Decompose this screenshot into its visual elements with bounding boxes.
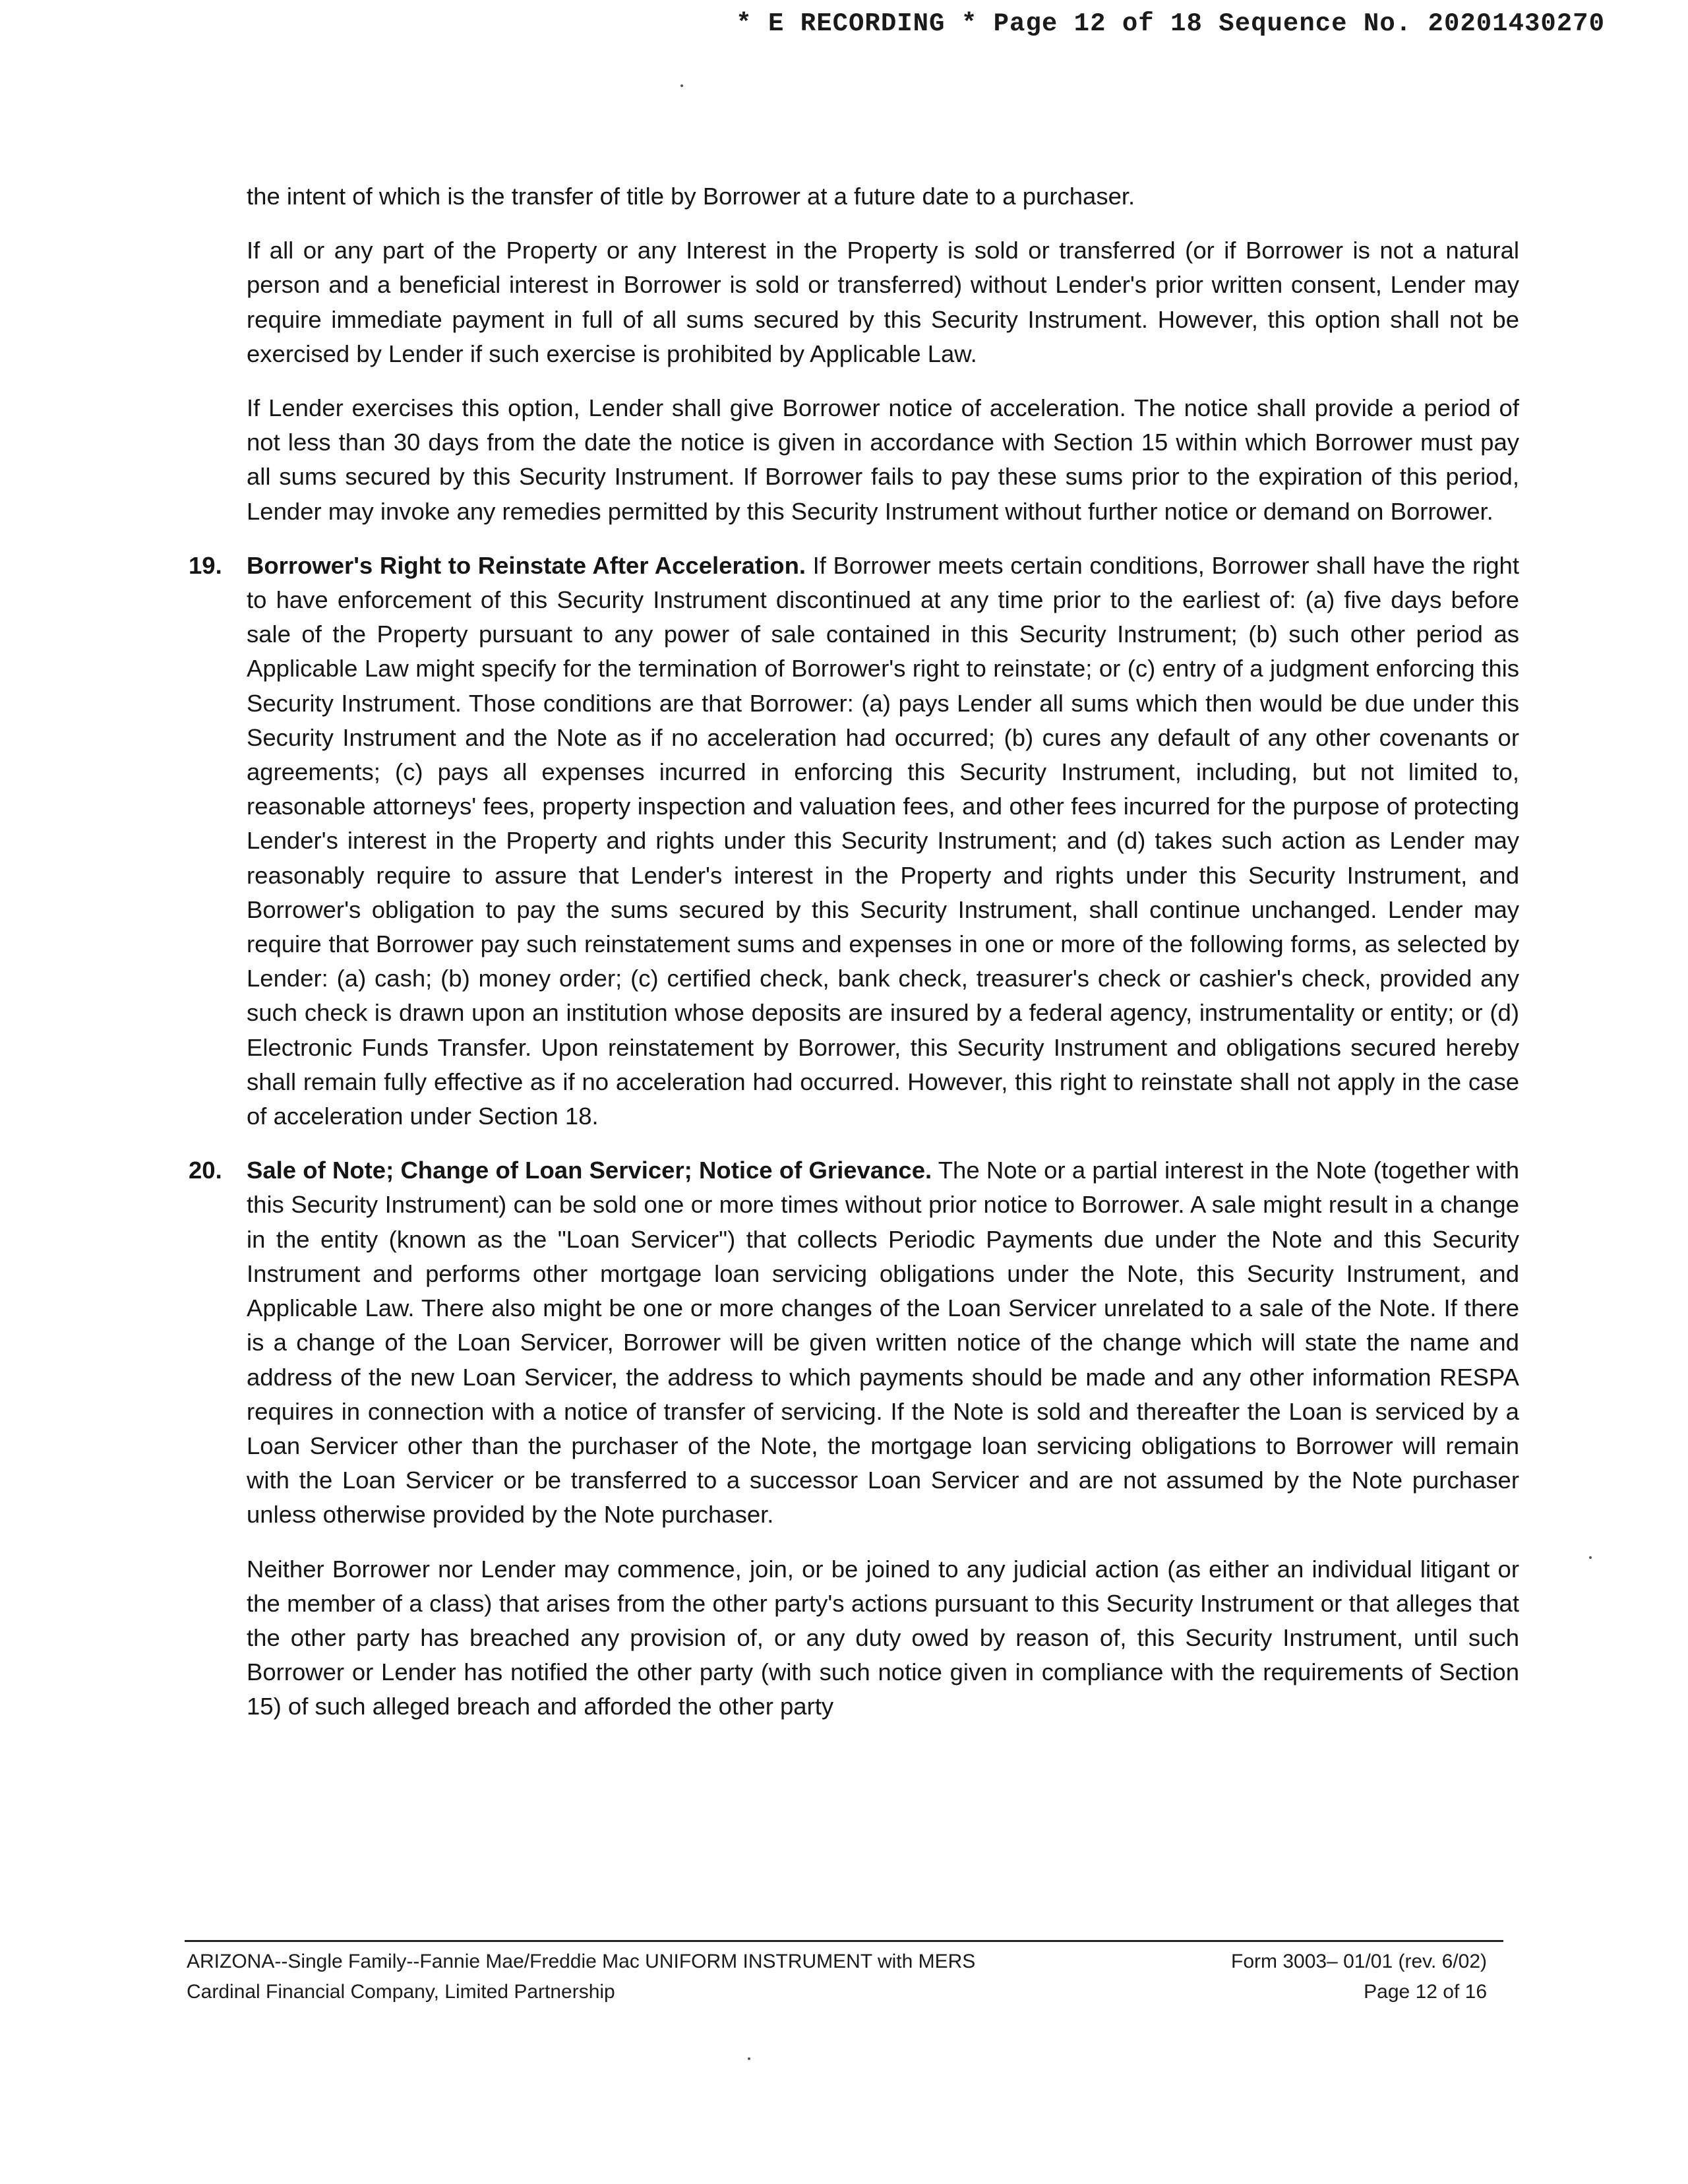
footer-form-title: ARIZONA--Single Family--Fannie Mae/Freddie Mac UNIFORM INSTRUMENT with MERS: [187, 1951, 976, 1972]
section-number: 19.: [189, 551, 222, 579]
recording-stamp-header: * E RECORDING * Page 12 of 18 Sequence No. 20201430270: [736, 9, 1605, 38]
document-body: [189, 179, 1520, 1744]
section-text: If Borrower meets certain conditions, Borrower shall have the right to have enforcement of this Security Instrument discontinued at any time prior to the earliest of: (a) five days before sale of the Property pursuant to any power of sale contained in this Security Instrument; (b) such other period as Applicable Law might specify for the termination of Borrower's right to reinstate; or (c) entry of a judgment enforcing this Security Instrument. Those conditions are that Borrower: (a) pays Lender all sums which then would be due under this Security Instrument and the Note as if no acceleration had occurred; (b) cures any default of any other covenants or agreements; (c) pays all expenses incurred in enforcing this Security Instrument, including, but not limited to, reasonable attorneys' fees, property inspection and valuation fees, and other fees incurred for the purpose of protecting Lender's interest in the Property and rights under this Security Instrument; and (d) takes such action as Lender may reasonably require to assure that Lender's interest in the Property and rights under this Security Instrument, and Borrower's obligation to pay the sums secured by this Security Instrument, shall continue unchanged. Lender may require that Borrower pay such reinstatement sums and expenses in one or more of the following forms, as selected by Lender: (a) cash; (b) money order; (c) certified check, bank check, treasurer's check or cashier's check, provided any such check is drawn upon an institution whose deposits are insured by a federal agency, instrumentality or entity; or (d) Electronic Funds Transfer. Upon reinstatement by Borrower, this Security Instrument and obligations secured hereby shall remain fully effective as if no acceleration had occurred. However, this right to reinstate shall not apply in the case of acceleration under Section 18.: [247, 551, 1519, 1130]
transfer-paragraph: If all or any part of the Property or any Interest in the Property is sold or transferred (or if Borrower is not a natural person and a beneficial interest in Borrower is sold or transferred) without Lender's prior written consent, Lender may require immediate payment in full of all sums secured by this Security Instrument. However, this option shall not be exercised by Lender if such exercise is prohibited by Applicable Law.: [247, 237, 1519, 367]
footer-divider: [185, 1940, 1503, 1942]
continuation-line: the intent of which is the transfer of title by Borrower at a future date to a purchaser.: [247, 183, 1135, 210]
section-body: [247, 1153, 1519, 1532]
grievance-paragraph: Neither Borrower nor Lender may commence, join, or be joined to any judicial action (as either an individual litigant or the member of a class) that arises from the other party's actions pursuant to this Security Instrument or that alleges that the other party has breached any provision of, or any duty owed by reason of, this Security Instrument, until such Borrower or Lender has notified the other party (with such notice given in compliance with the requirements of Section 15) of such alleged breach and afforded the other party: [247, 1555, 1519, 1720]
section-19: [189, 549, 1519, 1134]
section-20: [189, 1153, 1520, 1532]
footer-company: Cardinal Financial Company, Limited Partnership: [187, 1981, 615, 2003]
section-number: 20.: [189, 1157, 222, 1184]
footer-page-number: Page 12 of 16: [1364, 1981, 1487, 2003]
scan-speck: [1589, 1556, 1592, 1559]
footer-row-bottom: [187, 1977, 1499, 2007]
scan-speck: [748, 2057, 750, 2060]
footer-row-top: [187, 1947, 1499, 1977]
section-body: [247, 549, 1519, 1134]
footer-form-number: Form 3003– 01/01 (rev. 6/02): [1231, 1951, 1487, 1972]
acceleration-notice-paragraph: If Lender exercises this option, Lender shall give Borrower notice of acceleration. The notice shall provide a period of not less than 30 days from the date the notice is given in accordance with Section 15 within which Borrower must pay all sums secured by this Security Instrument. If Borrower fails to pay these sums prior to the expiration of this period, Lender may invoke any remedies permitted by this Security Instrument without further notice or demand on Borrower.: [247, 394, 1519, 525]
section-heading: Sale of Note; Change of Loan Servicer; Notice of Grievance.: [247, 1157, 932, 1184]
scan-speck: [680, 84, 683, 87]
section-text: The Note or a partial interest in the Note (together with this Security Instrument) can be sold one or more times without prior notice to Borrower. A sale might result in a change in the entity (known as the "Loan Servicer") that collects Periodic Payments due under the Note and this Security Instrument and performs other mortgage loan servicing obligations under the Note, this Security Instrument, and Applicable Law. There also might be one or more changes of the Loan Servicer unrelated to a sale of the Note. If there is a change of the Loan Servicer, Borrower will be given written notice of the change which will state the name and address of the new Loan Servicer, the address to which payments should be made and any other information RESPA requires in connection with a notice of transfer of servicing. If the Note is sold and thereafter the Loan is serviced by a Loan Servicer other than the purchaser of the Note, the mortgage loan servicing obligations to Borrower will remain with the Loan Servicer or be transferred to a successor Loan Servicer and are not assumed by the Note purchaser unless otherwise provided by the Note purchaser.: [247, 1157, 1520, 1529]
page-footer: [187, 1947, 1499, 2007]
section-heading: Borrower's Right to Reinstate After Acceleration.: [247, 551, 806, 579]
